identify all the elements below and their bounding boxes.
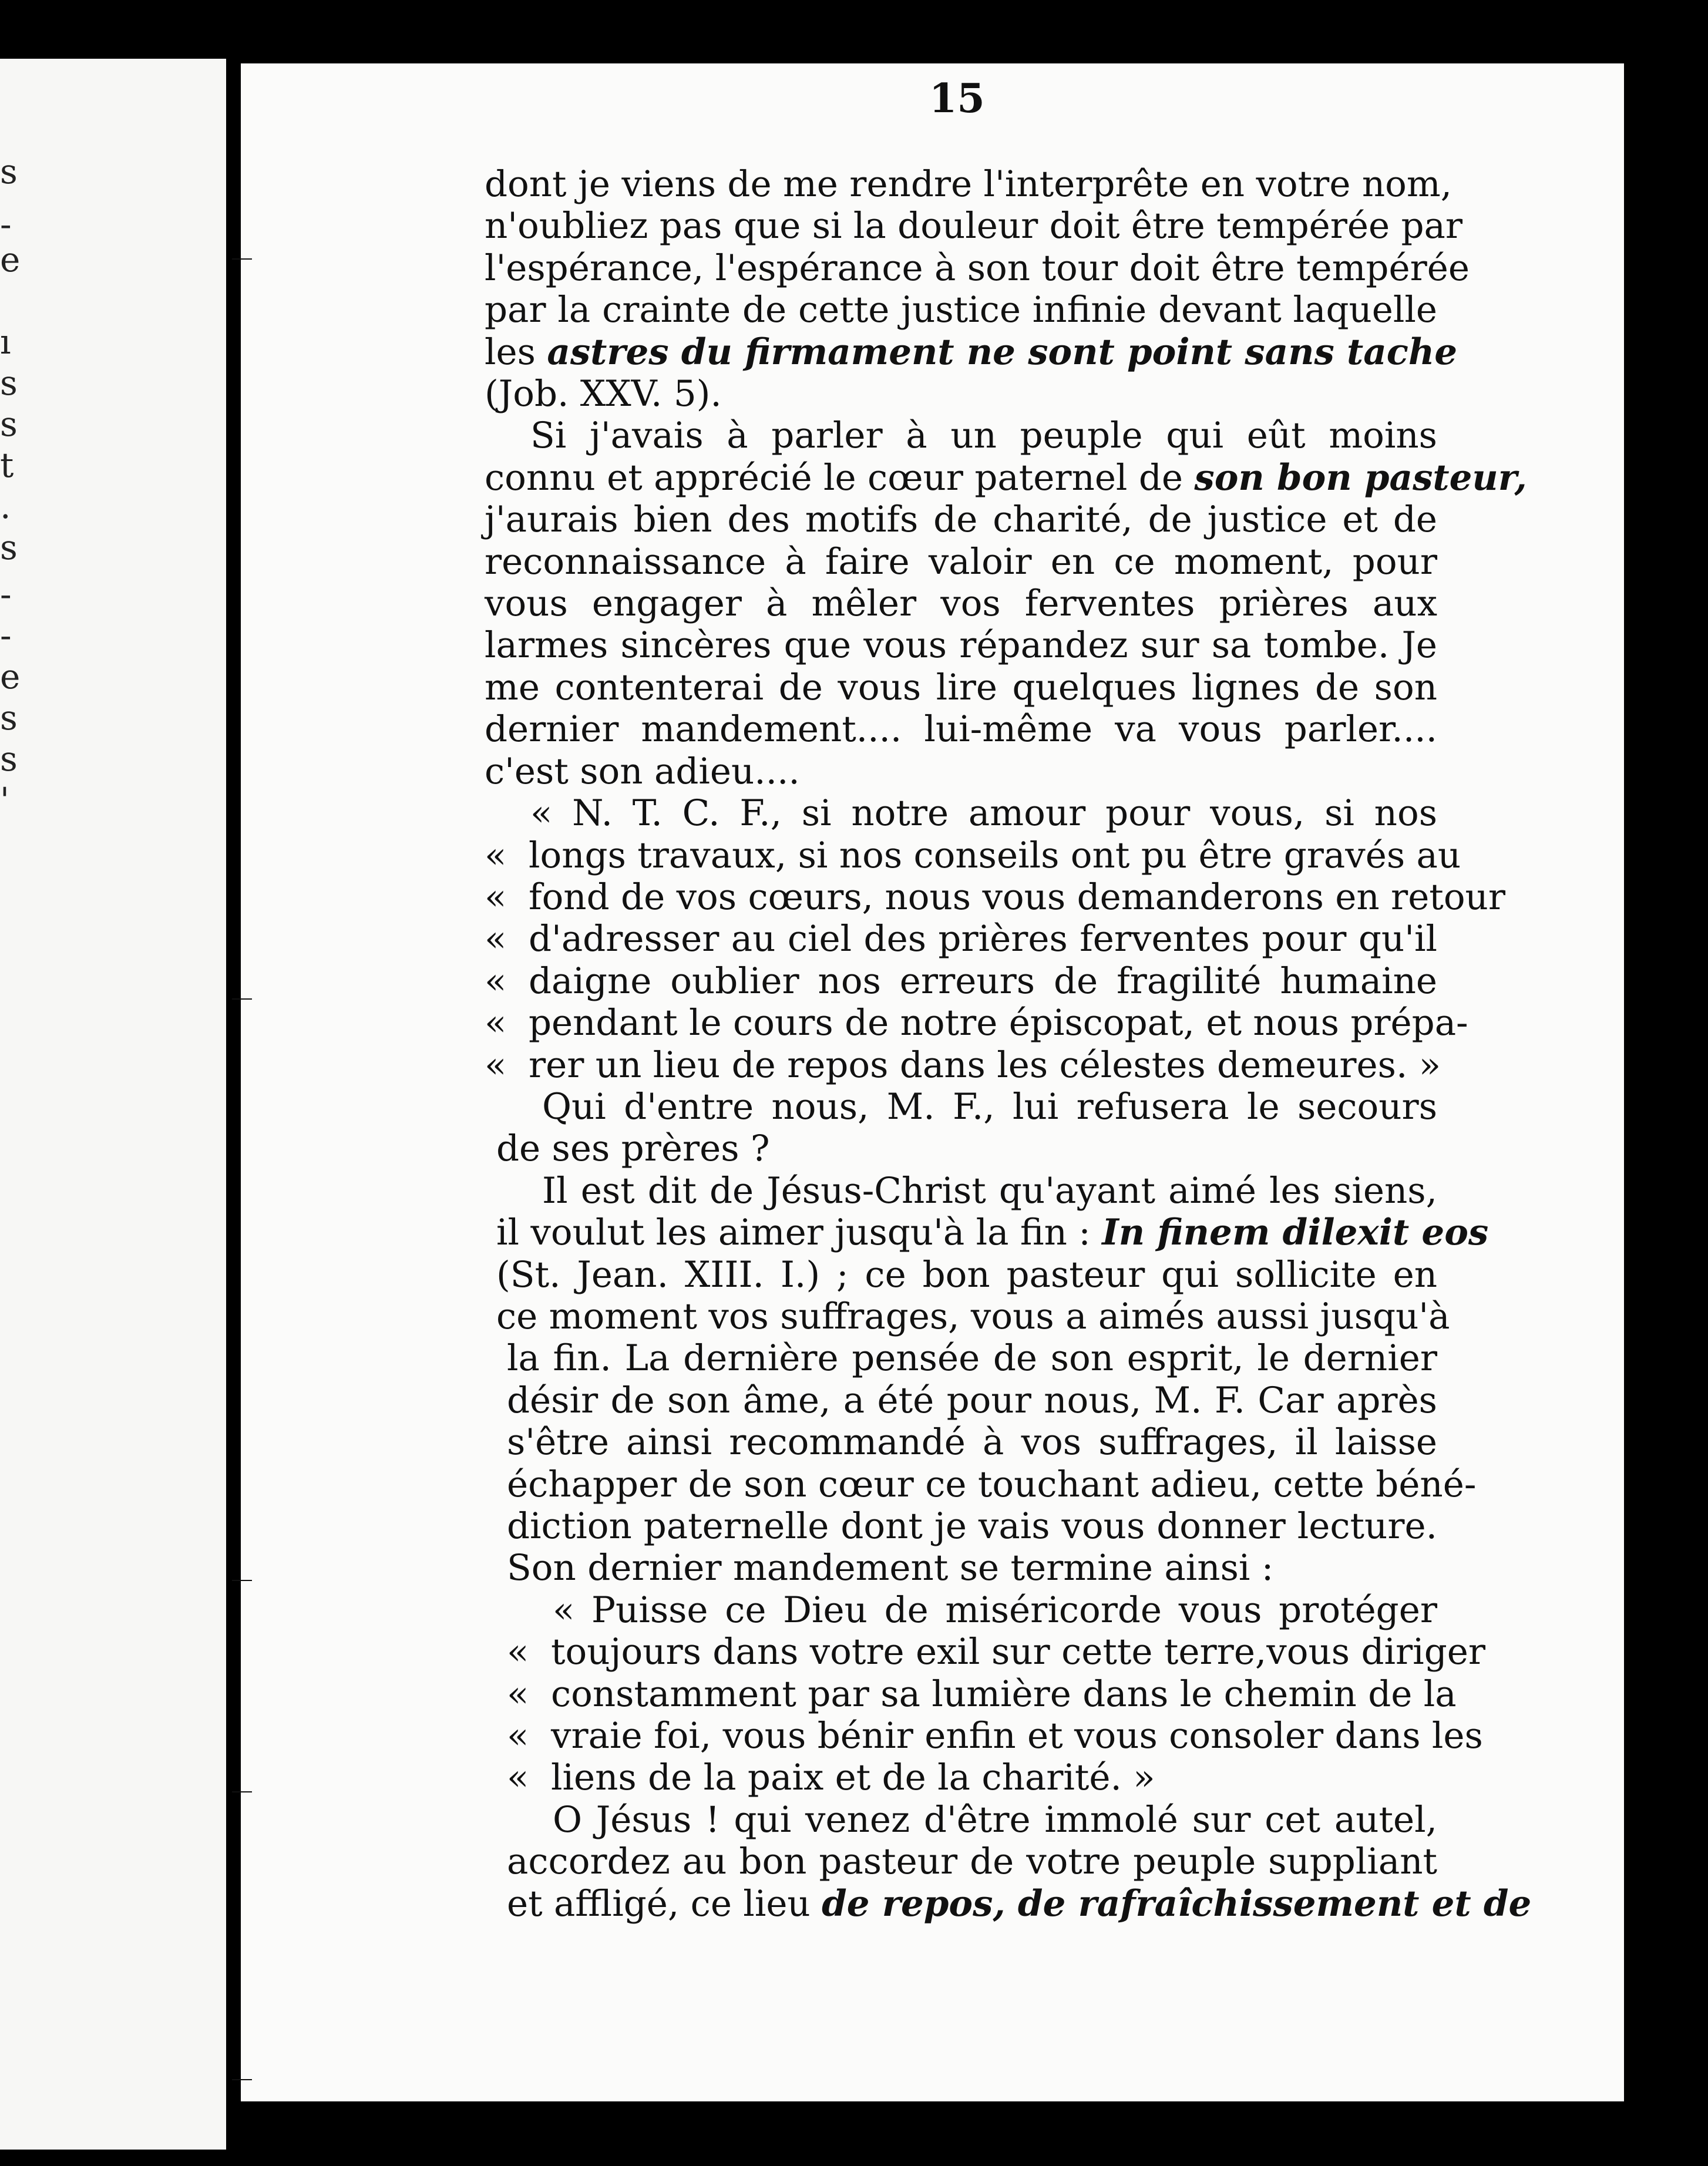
text-line: me contenterai de vous lire quelques lignes de son [485, 666, 1437, 708]
left-fragment: - [0, 616, 12, 655]
latin-quote-italic: In finem dilexit eos [1102, 1212, 1489, 1254]
spine-mark [232, 1791, 252, 1792]
paragraph [496, 1085, 1489, 1337]
text-line: par la crainte de cette justice infinie devant laquelle [485, 289, 1437, 331]
text-line [496, 1212, 1489, 1254]
text-line: (Job. XXV. 5). [485, 373, 722, 415]
text-line: c'est son adieu.... [485, 750, 800, 792]
quote-line [485, 918, 1437, 960]
quote-line [507, 1673, 1457, 1715]
quote-text: vraie foi, vous bénir enfin et vous consoler dans les [551, 1715, 1483, 1757]
text-line: reconnaissance à faire valoir en ce moment, pour [485, 540, 1437, 583]
quote-mark: « [485, 1002, 507, 1044]
quote-text: constamment par sa lumière dans le chemin de la [551, 1673, 1457, 1715]
quote-mark: « [485, 1044, 507, 1086]
text-line: (St. Jean. XIII. I.) ; ce bon pasteur qui sollicite en [496, 1253, 1437, 1296]
spine-mark [232, 258, 252, 260]
quote-text: daigne oublier nos erreurs de fragilité humaine [529, 960, 1437, 1002]
quote-line [485, 960, 1437, 1002]
quote-line [507, 1631, 1486, 1673]
left-fragment: s [0, 404, 18, 444]
text-line [507, 1882, 1532, 1925]
left-fragment: s [0, 527, 18, 567]
quote-mark: « [485, 876, 507, 918]
text-line: dernier mandement.... lui-même va vous parler.... [485, 708, 1437, 751]
text-line: dont je viens de me rendre l'interprête en votre nom, [485, 163, 1453, 205]
text-line: O Jésus ! qui venez d'être immolé sur cet autel, [553, 1798, 1437, 1841]
text-line: Il est dit de Jésus-Christ qu'ayant aimé les siens, [542, 1169, 1437, 1212]
body-text [485, 163, 1532, 1925]
page-number: 15 [929, 75, 985, 122]
spine-mark [232, 1580, 252, 1581]
paragraph [507, 1337, 1532, 1925]
quote-text: toujours dans votre exil sur cette terre,vous diriger [551, 1631, 1486, 1673]
left-fragment: e [0, 657, 21, 697]
text-line: ce moment vos suffrages, vous a aimés aussi jusqu'à [496, 1295, 1450, 1337]
quote-line: « N. T. C. F., si notre amour pour vous, si nos [530, 792, 1437, 835]
text-line [485, 331, 1458, 373]
text-line: n'oubliez pas que si la douleur doit être tempérée par [485, 205, 1463, 247]
quote-line [507, 1757, 1437, 1798]
quote-mark: « [485, 960, 507, 1002]
emphasis-italic: son bon pasteur, [1194, 456, 1527, 499]
left-fragment: ' [0, 780, 9, 820]
citation-italic: astres du firmament ne sont point sans tache [547, 331, 1458, 373]
quote-mark: « [485, 834, 507, 876]
quote-mark: « [485, 918, 507, 960]
quote-line [507, 1715, 1483, 1757]
text-line: échapper de son cœur ce touchant adieu, cette béné- [507, 1463, 1477, 1505]
quote-line [485, 1044, 1441, 1086]
left-fragment: s [0, 152, 18, 191]
quote-text: pendant le cours de notre épiscopat, et nous prépa- [529, 1002, 1468, 1044]
text-line: j'aurais bien des motifs de charité, de justice et de [485, 499, 1437, 541]
spine-mark [232, 998, 252, 1000]
text-line: larmes sincères que vous répandez sur sa tombe. Je [485, 624, 1437, 667]
quote-text: longs travaux, si nos conseils ont pu être gravés au [529, 834, 1461, 876]
text-line: l'espérance, l'espérance à son tour doit être tempérée [485, 247, 1470, 289]
text-line: vous engager à mêler vos ferventes prières aux [485, 583, 1437, 625]
text-run: les [485, 331, 547, 373]
text-line: de ses prères ? [496, 1128, 770, 1170]
quote-line [485, 876, 1505, 918]
text-line: Si j'avais à parler à un peuple qui eût moins [530, 415, 1437, 457]
text-run: il voulut les aimer jusqu'à la fin : [496, 1212, 1102, 1254]
spine-mark [232, 2079, 252, 2080]
quote-mark: « [507, 1757, 529, 1799]
left-page-edge [0, 59, 226, 2150]
quote-text: liens de la paix et de la charité. » [551, 1757, 1155, 1799]
left-fragment: t [0, 445, 14, 485]
text-line: diction paternelle dont je vais vous donner lecture. [507, 1505, 1437, 1547]
left-fragment: s [0, 698, 18, 738]
quote-mark: « [507, 1631, 529, 1673]
text-line [485, 456, 1527, 499]
text-line: accordez au bon pasteur de votre peuple suppliant [507, 1841, 1437, 1883]
left-fragment: . [0, 486, 11, 526]
quote-mark: « [507, 1715, 529, 1757]
text-line: s'être ainsi recommandé à vos suffrages, il laisse [507, 1421, 1437, 1464]
text-line: Son dernier mandement se termine ainsi : [507, 1547, 1274, 1589]
text-line: désir de son âme, a été pour nous, M. F. Car après [507, 1379, 1437, 1421]
quote-line: « Puisse ce Dieu de miséricorde vous protéger [553, 1589, 1437, 1631]
text-line: Qui d'entre nous, M. F., lui refusera le secours [542, 1085, 1437, 1128]
quote-text: rer un lieu de repos dans les célestes demeures. » [529, 1044, 1441, 1086]
quote-text: fond de vos cœurs, nous vous demanderons en retour [529, 876, 1505, 918]
quote-line [485, 1002, 1468, 1044]
text-run: connu et apprécié le cœur paternel de [485, 456, 1195, 499]
left-fragment: e [0, 240, 21, 280]
emphasis-italic: de repos, de rafraîchissement et de [822, 1882, 1532, 1925]
quote-text: d'adresser au ciel des prières ferventes pour qu'il [529, 918, 1437, 960]
text-line: la fin. La dernière pensée de son esprit, le dernier [507, 1337, 1437, 1380]
left-fragment: ı [0, 322, 11, 362]
left-fragment: s [0, 739, 18, 779]
left-fragment: - [0, 574, 12, 614]
quote-mark: « [507, 1673, 529, 1715]
text-run: et affligé, ce lieu [507, 1882, 822, 1925]
left-fragment: s [0, 363, 18, 403]
left-fragment: - [0, 204, 12, 244]
quote-line [485, 834, 1461, 876]
